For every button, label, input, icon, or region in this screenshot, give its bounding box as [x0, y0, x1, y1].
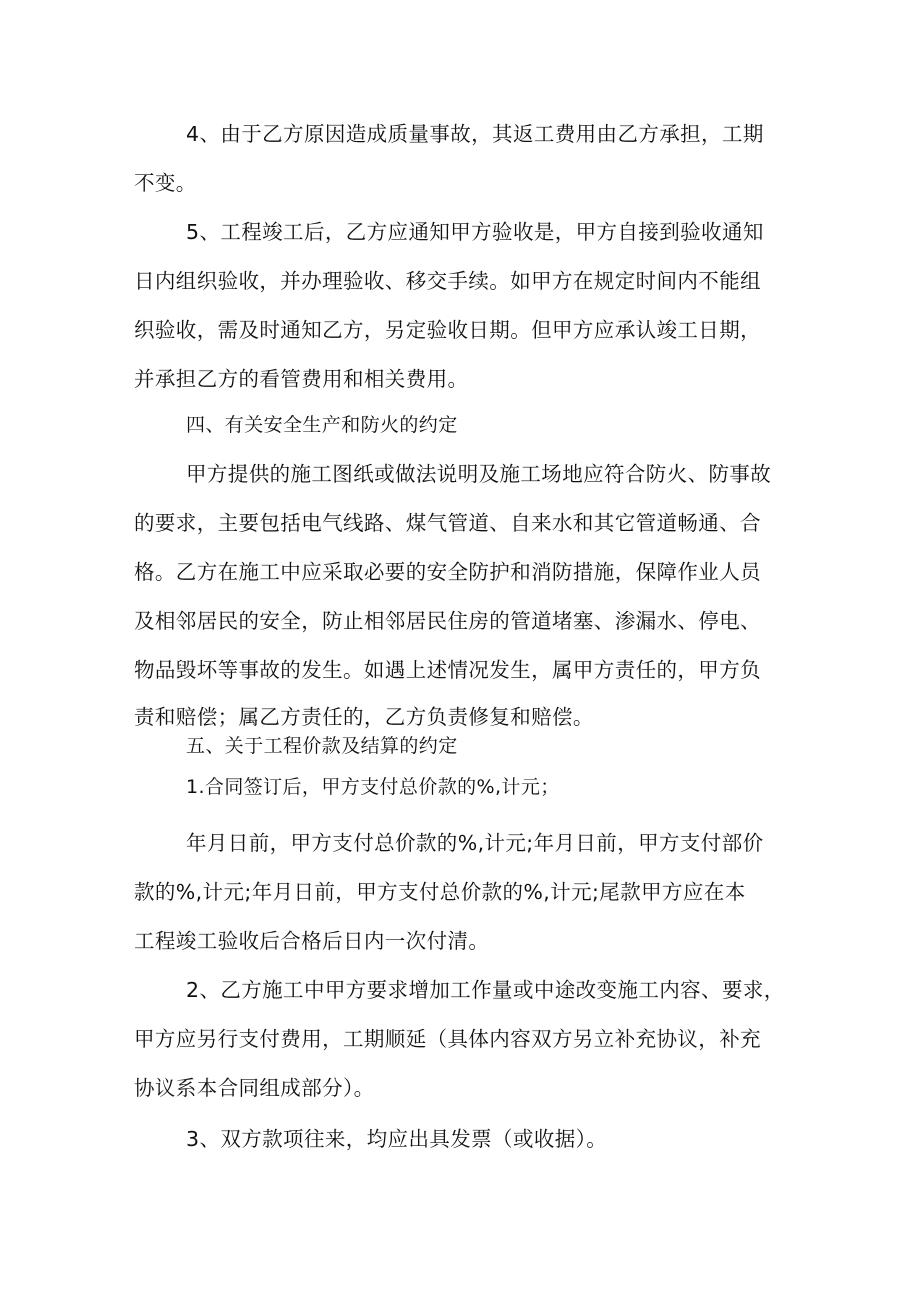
section5-item3: 3、双方款项往来，均应出具发票（或收据）。 — [186, 1127, 608, 1151]
section5-para1-line1: 年月日前，甲方支付总价款的%,计元;年月日前，甲方支付部价 — [186, 831, 764, 855]
section5-item1: 1.合同签订后，甲方支付总价款的%,计元； — [186, 776, 560, 798]
section4-line3: 格。乙方在施工中应采取必要的安全防护和消防措施，保障作业人员 — [134, 560, 761, 584]
item5-line2: 日内组织验收，并办理验收、移交手续。如甲方在规定时间内不能组 — [134, 269, 761, 293]
item5-line3: 织验收，需及时通知乙方，另定验收日期。但甲方应承认竣工日期， — [134, 318, 761, 342]
section4-line6: 责和赔偿；属乙方责任的，乙方负责修复和赔偿。 — [134, 705, 594, 729]
section4-line4: 及相邻居民的安全，防止相邻居民住房的管道堵塞、渗漏水、停电、 — [134, 609, 761, 633]
section5-heading: 五、关于工程价款及结算的约定 — [186, 735, 458, 757]
section5-item2-line2: 甲方应另行支付费用，工期顺延（具体内容双方另立补充协议，补充 — [134, 1027, 761, 1051]
section4-heading: 四、有关安全生产和防火的约定 — [186, 414, 458, 436]
section5-para1-line2: 款的%,计元;年月日前，甲方支付总价款的%,计元;尾款甲方应在本 — [134, 880, 746, 904]
item4-line1: 4、由于乙方原因造成质量事故，其返工费用由乙方承担，工期 — [186, 122, 764, 146]
item5-line1: 5、工程竣工后，乙方应通知甲方验收是，甲方自接到验收通知 — [186, 220, 764, 244]
section5-para1-line3: 工程竣工验收后合格后日内一次付清。 — [134, 929, 490, 953]
section5-item2-line3: 协议系本合同组成部分）。 — [134, 1076, 375, 1100]
item4-line2: 不变。 — [134, 171, 197, 195]
section5-item2-line1: 2、乙方施工中甲方要求增加工作量或中途改变施工内容、要求， — [186, 978, 785, 1002]
section4-line2: 的要求，主要包括电气线路、煤气管道、自来水和其它管道畅通、合 — [134, 511, 761, 535]
section4-line1: 甲方提供的施工图纸或做法说明及施工场地应符合防火、防事故 — [186, 462, 772, 486]
item5-line4: 并承担乙方的看管费用和相关费用。 — [134, 367, 469, 391]
section4-line5: 物品毁坏等事故的发生。如遇上述情况发生，属甲方责任的，甲方负 — [134, 658, 761, 682]
